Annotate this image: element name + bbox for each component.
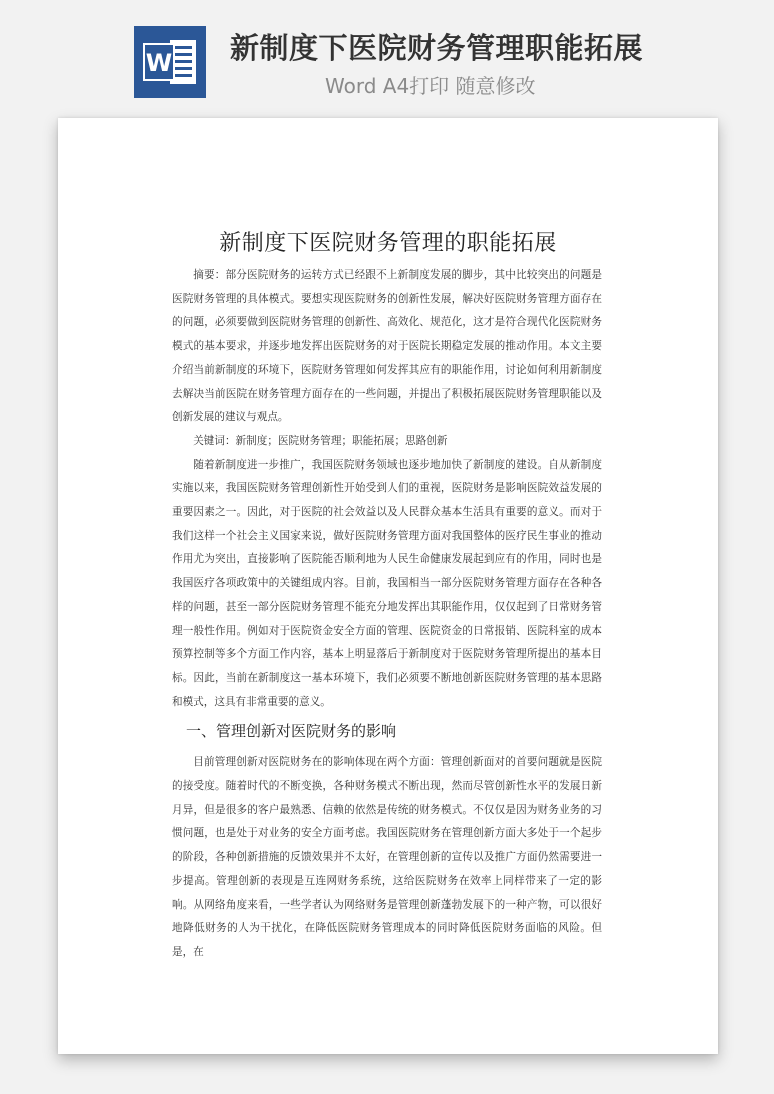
section-body-paragraph: 目前管理创新对医院财务在的影响体现在两个方面：管理创新面对的首要问题就是医院的接受度。随着时代的不断变换，各种财务模式不断出现，然而尽管创新性水平的发展日新月异，但是很多的客户最熟悉、信赖的依然是传统的财务模式。不仅仅是因为财务业务的习惯问题，也是处于对业务的安全方面考虑。我国医院财务在管理创新方面大多处于一个起步的阶段，各种创新措施的反馈效果并不太好，在管理创新的宣传以及推广方面仍然需要进一步提高。管理创新的表现是互连网财务系统，这给医院财务在效率上同样带来了一定的影响。从网络角度来看，一些学者认为网络财务是管理创新蓬勃发展下的一种产物，可以很好地降低财务的人为干扰化，在降低医院财务管理成本的同时降低医院财务面临的风险。但是，在 xyxy=(172,756,602,958)
header xyxy=(0,0,774,110)
banner-title: 新制度下医院财务管理职能拓展 xyxy=(230,31,644,65)
document-title: 新制度下医院财务管理的职能拓展 xyxy=(219,231,557,256)
document-page xyxy=(58,118,718,1054)
word-icon-letter: W xyxy=(145,49,173,77)
abstract-paragraph: 摘要：部分医院财务的运转方式已经跟不上新制度发展的脚步，其中比较突出的问题是医院财务管理的具体模式。要想实现医院财务的创新性发展，解决好医院财务管理方面存在的问题，必须要做到医院财务管理的创新性、高效化、规范化，这才是符合现代化医院财务模式的基本要求，并逐步地发挥出医院财务的对于医院长期稳定发展的推动作用。本文主要介绍当前新制度的环境下，医院财务管理如何发挥其应有的职能作用，讨论如何利用新制度去解决当前医院在财务管理方面存在的一些问题，并提出了积极拓展医院财务管理职能以及创新发展的建议与观点。 xyxy=(172,269,602,424)
section-heading: 一、管理创新对医院财务的影响 xyxy=(186,722,397,741)
keywords-line: 关键词：新制度；医院财务管理；职能拓展；思路创新 xyxy=(193,434,448,447)
document-body xyxy=(172,264,602,965)
intro-paragraph: 随着新制度进一步推广，我国医院财务领域也逐步地加快了新制度的建设。自从新制度实施以来，我国医院财务管理创新性开始受到人们的重视，医院财务是影响医院效益发展的重要因素之一。因此，对于医院的社会效益以及人民群众基本生活具有重要的意义。而对于我们这样一个社会主义国家来说，做好医院财务管理方面对我国整体的医疗民生事业的推动作用尤为突出，直接影响了医院能否顺利地为人民生命健康发展起到应有的作用，同时也是我国医疗各项政策中的关键组成内容。目前，我国相当一部分医院财务管理方面存在各种各样的问题，甚至一部分医院财务管理不能充分地发挥出其职能作用，仅仅起到了日常财务管理一般性作用。例如对于医院资金安全方面的管理、医院资金的日常报销、医院科室的成本预算控制等多个方面工作内容，基本上明显落后于新制度对于医院财务管理所提出的基本目标。因此，当前在新制度这一基本环境下，我们必须要不断地创新医院财务管理的基本思路和模式，这具有非常重要的意义。 xyxy=(172,458,602,708)
banner-subtitle: Word A4打印 随意修改 xyxy=(325,74,536,98)
word-doc-icon xyxy=(134,26,206,98)
